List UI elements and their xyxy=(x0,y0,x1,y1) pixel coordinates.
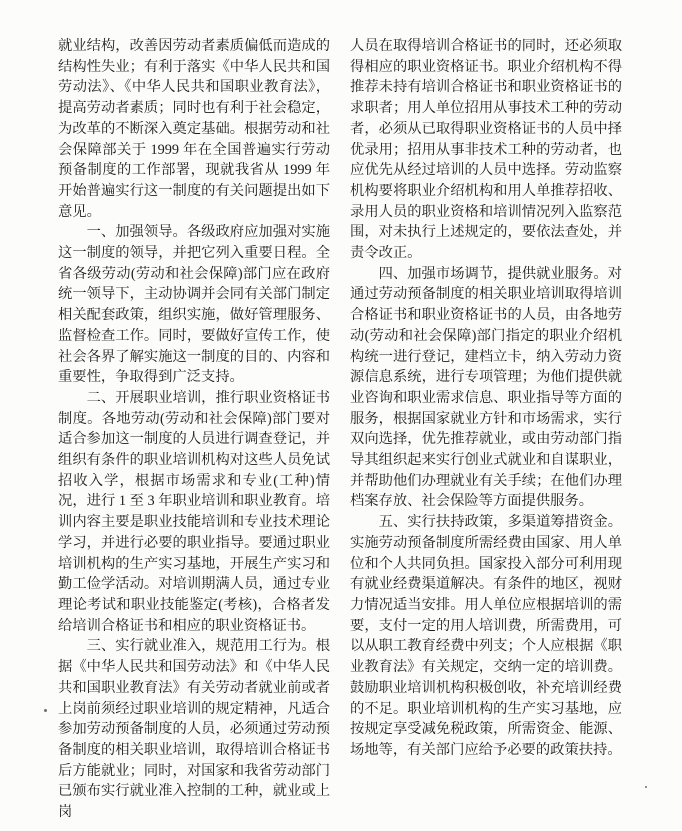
paragraph: 五、实行扶持政策，多渠道筹措资金。实施劳动预备制度所需经费由国家、用人单位和个人共同负担。国家投入部分可利用现有就业经费渠道解决。有条件的地区，视财力情况适当安排。用人单位应根据培训的需要，支付一定的用人培训费，所需费用，可以从职工教育经费中列支；个人应根据《职业教育法》有关规定，交纳一定的培训费。鼓励职业培训机构积极创收，补充培训经费的不足。职业培训机构的生产实习基地，应按规定享受减免税政策，所需资金、能源、场地等，有关部门应给予必要的政策扶持。 xyxy=(350,514,622,758)
paragraph: 三、实行就业准入，规范用工行为。根据《中华人民共和国劳动法》和《中华人民共和国职业教育法》有关劳动者就业前或者上岗前须经过职业培训的规定精神，凡适合参加劳动预备制度的人员，必须通过劳动预备制度的相关职业培训，取得培训合格证书后方能就业；同时，对国家和我省劳动部门已颁布实行就业准入控制的工种，就业或上岗 xyxy=(58,638,330,821)
scan-speck xyxy=(645,786,647,788)
paragraph: 一、加强领导。各级政府应加强对实施这一制度的领导，并把它列入重要日程。全省各级劳动(劳动和社会保障)部门应在政府统一领导下，主动协调并会同有关部门制定相关配套政策，组织实施，做好管理服务、监督检查工作。同时，要做好宣传工作，使社会各界了解实施这一制度的目的、内容和重要性，争取得到广泛支持。 xyxy=(58,224,330,386)
text-column-right xyxy=(350,36,622,761)
paragraph: 人员在取得培训合格证书的同时，还必须取得相应的职业资格证书。职业介绍机构不得推荐未持有培训合格证书和职业资格证书的求职者；用人单位招用从事技术工种的劳动者，必须从已取得职业资格证书的人员中择优录用；招用从事非技术工种的劳动者，也应优先从经过培训的人员中选择。劳动监察机构要将职业介绍机构和用人单推荐招收、录用人员的职业资格和培训情况列入监察范围，对未执行上述规定的，要依法查处，并责令改正。 xyxy=(350,38,622,262)
paragraph: 四、加强市场调节，提供就业服务。对通过劳动预备制度的相关职业培训取得培训合格证书和职业资格证书的人员，由各地劳动(劳动和社会保障)部门指定的职业介绍机构统一进行登记，建档立卡，纳入劳动力资源信息系统，进行专项管理；为他们提供就业咨询和职业需求信息、职业指导等方面的服务，根据国家就业方针和市场需求，实行双向选择，优先推荐就业，或由劳动部门指导其组织起来实行创业式就业和自谋职业，并帮助他们办理就业有关手续；在他们办理档案存放、社会保险等方面提供服务。 xyxy=(350,265,622,510)
scan-speck xyxy=(44,709,47,712)
paragraph: 就业结构，改善因劳动者素质偏低而造成的结构性失业；有利于落实《中华人民共和国劳动法》、《中华人民共和国职业教育法》，提高劳动者素质；同时也有利于社会稳定，为改革的不断深入奠定基础。根据劳动和社会保障部关于 1999 年在全国普遍实行劳动预备制度的工作部署，现就我省从 1999 年开始普遍实行这一制度的有关问题提出如下意见。 xyxy=(58,38,330,220)
text-column-left xyxy=(58,36,330,823)
paragraph: 二、开展职业培训，推行职业资格证书制度。各地劳动(劳动和社会保障)部门要对适合参加这一制度的人员进行调查登记，并组织有条件的职业培训机构对这些人员免试招收入学，根据市场需求和专业(工种)情况，进行 1 至 3 年职业培训和职业教育。培训内容主要是职业技能培训和专业技术理论学习，并进行必要的职业指导。要通过职业培训机构的生产实习基地，开展生产实习和勤工俭学活动。对培训期满人员，通过专业理论考试和职业技能鉴定(考核)，合格者发给培训合格证书和相应的职业资格证书。 xyxy=(58,389,330,634)
